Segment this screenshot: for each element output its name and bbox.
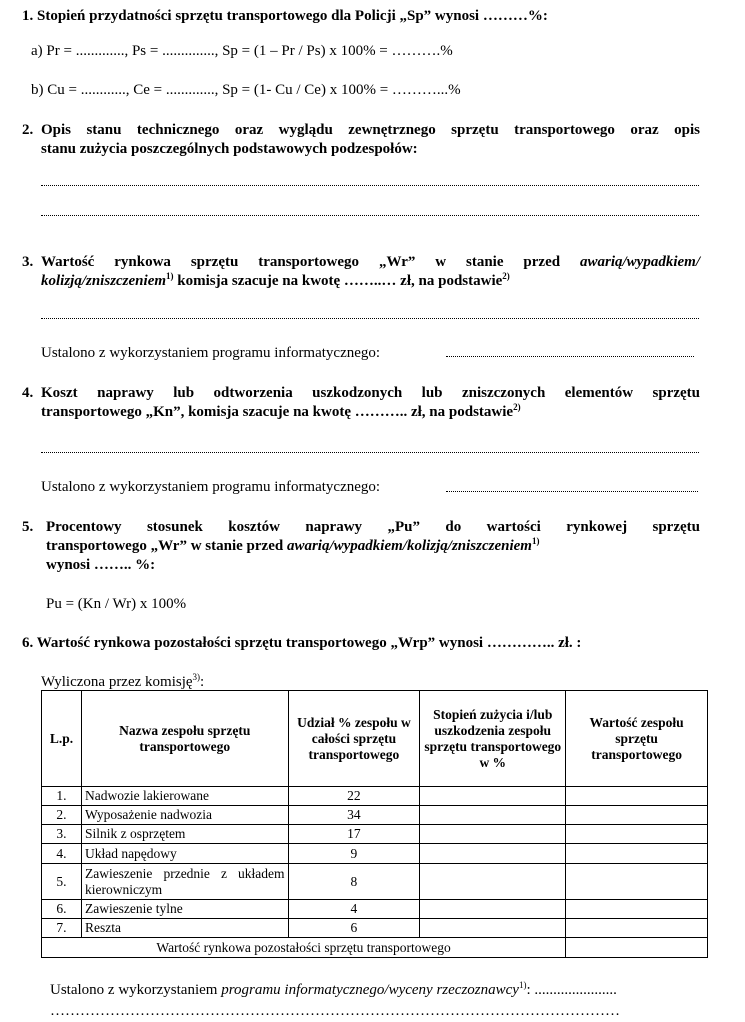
row-name: Układ napędowy <box>81 844 288 864</box>
table-row <box>42 919 708 938</box>
row-share: 17 <box>288 825 420 844</box>
row-value-cell[interactable] <box>566 919 708 938</box>
section4-program-blank <box>446 491 698 492</box>
row-share: 34 <box>288 806 420 825</box>
section1-formula-a: a) Pr = ............., Ps = .............., Sp = (1 – Pr / Ps) x 100% = ……….% <box>31 43 453 59</box>
row-value-cell[interactable] <box>566 900 708 919</box>
row-lp: 1. <box>42 787 82 806</box>
row-wear-cell[interactable] <box>420 900 566 919</box>
row-lp: 6. <box>42 900 82 919</box>
section2-number: 2. <box>22 122 34 138</box>
header-lp: L.p. <box>42 691 82 787</box>
row-wear-cell[interactable] <box>420 825 566 844</box>
section3-number: 3. <box>22 254 34 270</box>
section4-number: 4. <box>22 385 34 401</box>
row-wear-cell[interactable] <box>420 787 566 806</box>
row-name: Zawieszenie tylne <box>81 900 288 919</box>
row-name: Zawieszenie przednie z układem kierowniczym <box>81 864 288 900</box>
section4-blank-line <box>41 452 699 453</box>
row-share: 9 <box>288 844 420 864</box>
section4-ustalono: Ustalono z wykorzystaniem programu informatycznego: <box>41 479 381 495</box>
section4-line1: Koszt naprawy lub odtworzenia uszkodzonych lub zniszczonych elementów sprzętu <box>41 385 700 401</box>
row-value-cell[interactable] <box>566 864 708 900</box>
section1-formula-b: b) Cu = ............, Ce = ............., Sp = (1- Cu / Ce) x 100% = ………...% <box>31 82 461 98</box>
row-wear-cell[interactable] <box>420 864 566 900</box>
header-value: Wartość zespołu sprzętu transportowego <box>566 691 708 787</box>
total-label: Wartość rynkowa pozostałości sprzętu transportowego <box>42 938 566 958</box>
row-value-cell[interactable] <box>566 844 708 864</box>
row-share: 4 <box>288 900 420 919</box>
row-value-cell[interactable] <box>566 787 708 806</box>
row-value-cell[interactable] <box>566 825 708 844</box>
table-row <box>42 806 708 825</box>
header-wear: Stopień zużycia i/lub uszkodzenia zespołu sprzętu transportowego w % <box>420 691 566 787</box>
row-share: 22 <box>288 787 420 806</box>
table-row <box>42 844 708 864</box>
section6-heading: 6. Wartość rynkowa pozostałości sprzętu transportowego „Wrp” wynosi ………….. zł. : <box>22 635 582 651</box>
section1-heading: 1. Stopień przydatności sprzętu transportowego dla Policji „Sp” wynosi ………%: <box>22 8 548 24</box>
section5-line2: transportowego „Wr” w stanie przed awarią/wypadkiem/kolizją/zniszczeniem$^{1)}$ <box>46 536 540 554</box>
row-wear-cell[interactable] <box>420 806 566 825</box>
row-lp: 4. <box>42 844 82 864</box>
row-lp: 2. <box>42 806 82 825</box>
section4-line2: transportowego „Kn”, komisja szacuje na kwotę ……….. zł, na podstawie$^{2)}$ <box>41 402 521 420</box>
section2-blank-line <box>41 185 699 186</box>
section2-line1: Opis stanu technicznego oraz wyglądu zewnętrznego sprzętu transportowego oraz opis <box>41 122 700 138</box>
section6-wyliczona: Wyliczona przez komisję$^{3)}$: <box>41 672 205 690</box>
row-name: Wyposażenie nadwozia <box>81 806 288 825</box>
row-lp: 5. <box>42 864 82 900</box>
row-name: Reszta <box>81 919 288 938</box>
section3-program-blank <box>446 356 694 357</box>
section6-footer-dots: …………………………………………………………………………………………………… <box>50 1003 620 1019</box>
table-row <box>42 787 708 806</box>
section5-number: 5. <box>22 519 34 535</box>
row-lp: 7. <box>42 919 82 938</box>
row-name: Nadwozie lakierowane <box>81 787 288 806</box>
section6-footer: Ustalono z wykorzystaniem programu informatycznego/wyceny rzeczoznawcy$^{1)}$: ...................... <box>50 980 617 998</box>
row-share: 6 <box>288 919 420 938</box>
row-wear-cell[interactable] <box>420 844 566 864</box>
section5-line3: wynosi …….. %: <box>46 557 156 573</box>
table-header-row <box>42 691 708 787</box>
row-value-cell[interactable] <box>566 806 708 825</box>
table-row <box>42 825 708 844</box>
total-value-cell[interactable] <box>566 938 708 958</box>
row-wear-cell[interactable] <box>420 919 566 938</box>
row-lp: 3. <box>42 825 82 844</box>
section3-line1: Wartość rynkowa sprzętu transportowego „Wr” w stanie przed awarią/wypadkiem/ <box>41 254 700 270</box>
table-row <box>42 864 708 900</box>
section2-blank-line <box>41 215 699 216</box>
row-name: Silnik z osprzętem <box>81 825 288 844</box>
header-share: Udział % zespołu w całości sprzętu transportowego <box>288 691 420 787</box>
section5-line1: Procentowy stosunek kosztów naprawy „Pu” do wartości rynkowej sprzętu <box>46 519 700 535</box>
section5-formula: Pu = (Kn / Wr) x 100% <box>46 596 187 612</box>
components-table <box>41 690 708 958</box>
section3-line2: kolizją/zniszczeniem$^{1)}$ komisja szacuje na kwotę ……..… zł, na podstawie$^{2)}$ <box>41 271 510 289</box>
table-row <box>42 900 708 919</box>
section2-line2: stanu zużycia poszczególnych podstawowych podzespołów: <box>41 141 418 157</box>
table-total-row <box>42 938 708 958</box>
section3-blank-line <box>41 318 699 319</box>
row-share: 8 <box>288 864 420 900</box>
section3-ustalono: Ustalono z wykorzystaniem programu informatycznego: <box>41 345 381 361</box>
header-name: Nazwa zespołu sprzętu transportowego <box>81 691 288 787</box>
